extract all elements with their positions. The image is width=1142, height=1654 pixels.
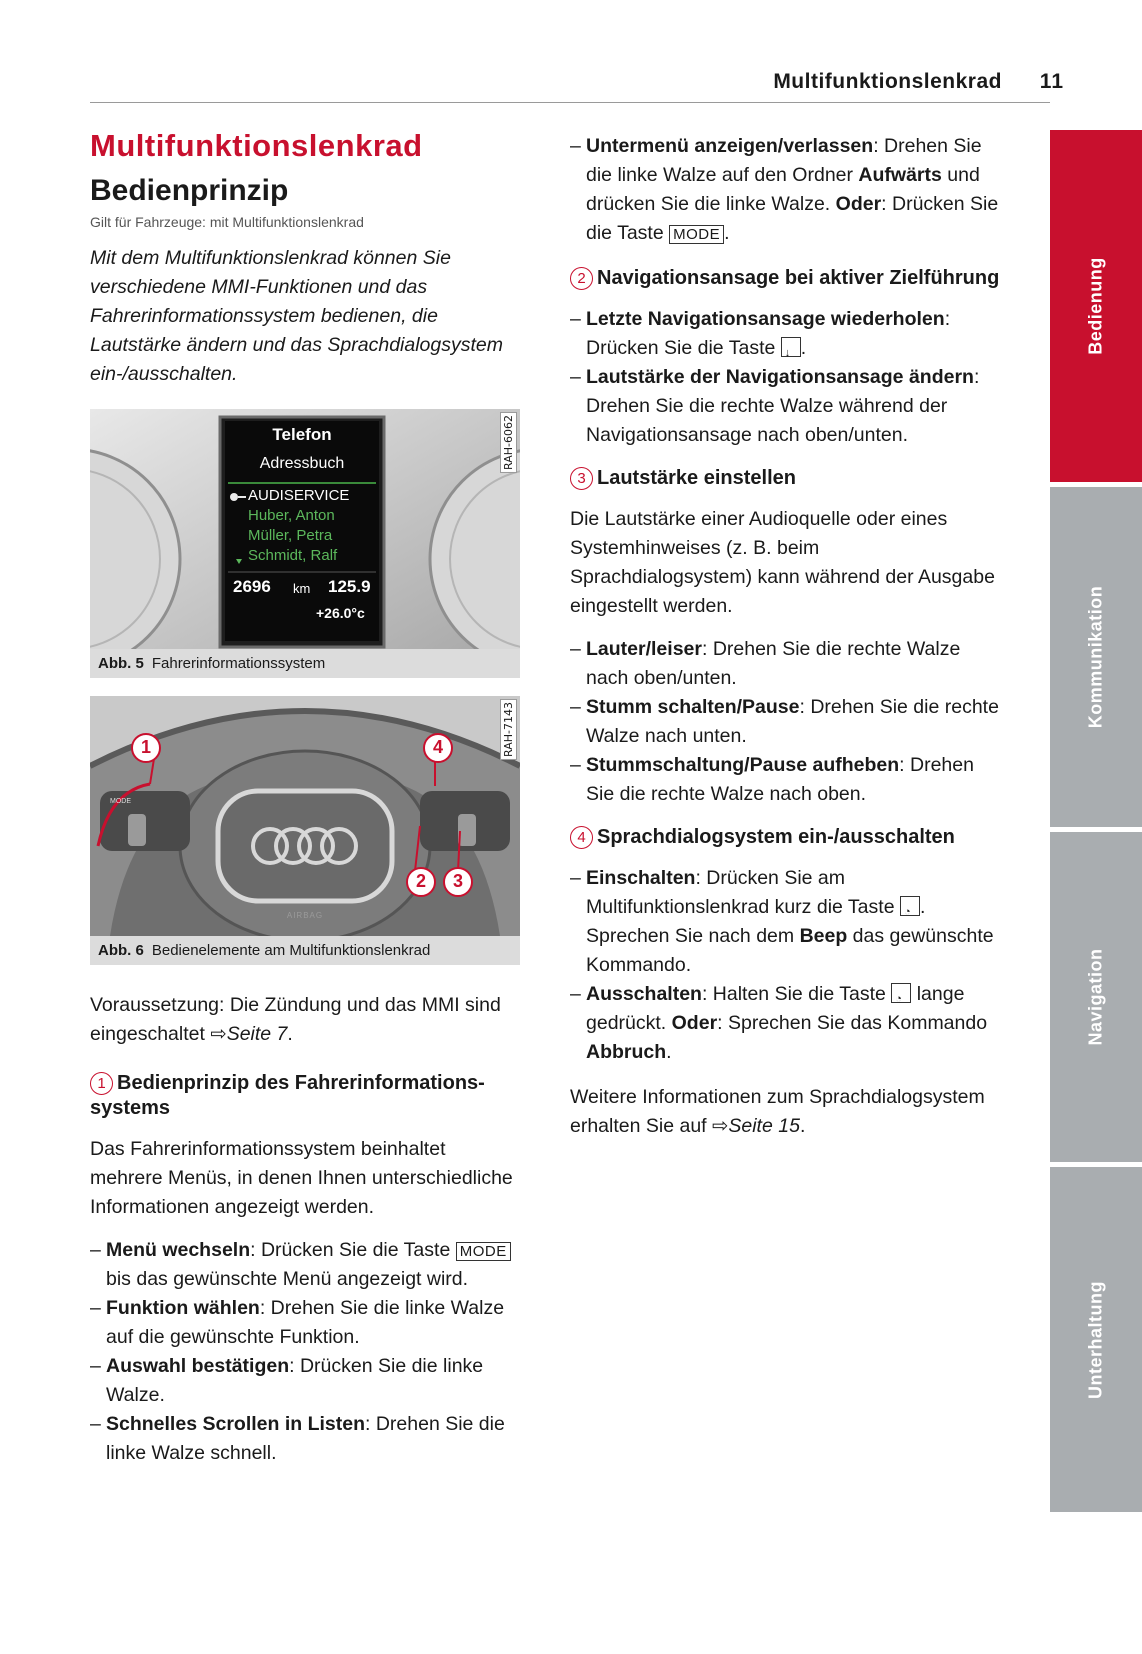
screen-trip: 125.9: [328, 577, 371, 596]
intro-text: Mit dem Multifunktionslenkrad können Sie verschiedene MMI-Funktionen und das Fahrerinformationssystem bedienen, die Lautstärke ändern und das Sprachdialogsystem ein-/ausschalten.: [90, 247, 504, 385]
callout-4: 4: [432, 737, 443, 757]
section-subtitle: Bedienprinzip: [90, 174, 289, 207]
list-item: – Ausschalten: Halten Sie die Taste ◔ lange gedrückt. Oder: Sprechen Sie das Kommando Abbruch.: [570, 980, 1000, 1067]
section-heading-3: 3 Lautstärke einstellen: [570, 466, 1000, 491]
mode-button-label: MODE: [110, 798, 131, 805]
mode-key: MODE: [669, 225, 724, 244]
list-item: – Stumm schalten/Pause: Drehen Sie die rechte Walze nach unten.: [570, 693, 1000, 751]
section-1-text: Das Fahrerinformationssystem beinhaltet mehrere Menüs, in denen Ihnen unterschiedliche Informationen angezeigt werden.: [90, 1138, 513, 1218]
instruction-list: [90, 1236, 520, 1468]
tab-navigation[interactable]: Navigation: [1050, 832, 1142, 1162]
list-item: – Einschalten: Drücken Sie am Multifunktionslenkrad kurz die Taste ◔ . Sprechen Sie nach dem Beep das gewünschte Kommando.: [570, 864, 1000, 980]
nav-repeat-icon: ↓: [781, 337, 801, 357]
list-item: – Lautstärke der Navigationsansage ändern: Drehen Sie die rechte Walze während der Navigationsansage nach oben/unten.: [570, 363, 1000, 450]
airbag-label: AIRBAG: [286, 911, 324, 920]
page-reference[interactable]: Seite 7: [226, 1023, 288, 1045]
callout-number: 3: [570, 467, 593, 490]
voice-control-icon: ◔: [900, 896, 920, 916]
section-heading-1: 1 Bedienprinzip des Fahrerinformationssystems: [90, 1072, 485, 1119]
figure-5: [90, 409, 520, 678]
figure-code: RAH-7143: [500, 699, 517, 760]
arrow-right-icon: ⇨: [210, 1023, 227, 1045]
figure-number: Abb. 6: [98, 942, 144, 959]
tab-bedienung[interactable]: Bedienung: [1050, 130, 1142, 482]
section-heading-2: 2 Navigationsansage bei aktiver Zielführung: [570, 266, 1000, 291]
list-item: – Untermenü anzeigen/verlassen: Drehen Sie die linke Walze auf den Ordner Aufwärts und drücken Sie die linke Walze. Oder: Drücken Sie die Taste MODE .: [570, 132, 1000, 248]
screen-entry: Schmidt, Ralf: [248, 547, 338, 564]
section-3-text: Die Lautstärke einer Audioquelle oder eines Systemhinweises (z. B. beim Sprachdialogsystem) kann während der Ausgabe eingestellt werden.: [570, 508, 995, 617]
running-header-title: Multifunktionslenkrad: [773, 70, 1002, 93]
section-heading-4: 4 Sprachdialogsystem ein-/ausschalten: [570, 825, 1000, 850]
header-rule: [90, 102, 1050, 103]
screen-odometer-unit: km: [293, 581, 311, 596]
prerequisite: Voraussetzung: Die Zündung und das MMI sind eingeschaltet ⇨Seite 7.: [90, 994, 501, 1045]
figure-caption: [90, 649, 520, 678]
section-title: Multifunktionslenkrad: [90, 128, 423, 163]
figure-6: [90, 696, 520, 965]
callout-2: 2: [415, 871, 426, 891]
screen-title: Telefon: [272, 425, 332, 444]
instruction-list: [570, 635, 1000, 809]
callout-number: 2: [570, 267, 593, 290]
more-info: Weitere Informationen zum Sprachdialogsystem erhalten Sie auf ⇨Seite 15.: [570, 1086, 985, 1137]
figure-number: Abb. 5: [98, 655, 144, 672]
left-column: [90, 128, 520, 1484]
list-item: – Stummschaltung/Pause aufheben: Drehen Sie die rechte Walze nach oben.: [570, 751, 1000, 809]
page-number: 11: [1039, 70, 1064, 93]
mode-key: MODE: [456, 1242, 511, 1261]
tab-kommunikation[interactable]: Kommunikation: [1050, 487, 1142, 827]
chapter-tabs: [1050, 130, 1142, 1535]
screen-entry: Müller, Petra: [248, 527, 333, 544]
list-item: – Lauter/leiser: Drehen Sie die rechte Walze nach oben/unten.: [570, 635, 1000, 693]
list-item: – Menü wechseln: Drücken Sie die Taste MODE bis das gewünschte Menü angezeigt wird.: [90, 1236, 520, 1294]
figure-caption-text: Bedienelemente am Multifunktionslenkrad: [151, 942, 431, 959]
steering-wheel-image: [90, 696, 520, 936]
voice-control-icon: ◔: [891, 983, 911, 1003]
figure-code: RAH-6062: [500, 412, 517, 473]
figure-caption-text: Fahrerinformationssystem: [151, 655, 326, 672]
callout-number: 4: [570, 826, 593, 849]
instruction-list: [570, 305, 1000, 450]
screen-temperature: +26.0°c: [316, 605, 365, 621]
arrow-right-icon: ⇨: [712, 1115, 729, 1137]
cluster-image: [90, 409, 520, 649]
list-item: – Funktion wählen: Drehen Sie die linke Walze auf die gewünschte Funktion.: [90, 1294, 520, 1352]
callout-number: 1: [90, 1072, 113, 1095]
list-item: – Letzte Navigationsansage wiederholen: Drücken Sie die Taste ↓ .: [570, 305, 1000, 363]
instruction-list: [570, 132, 1000, 248]
tab-unterhaltung[interactable]: Unterhaltung: [1050, 1167, 1142, 1512]
screen-entry-selected: AUDISERVICE: [248, 487, 350, 504]
screen-subtitle: Adressbuch: [259, 455, 345, 472]
instruction-list: [570, 864, 1000, 1067]
list-item: – Auswahl bestätigen: Drücken Sie die linke Walze.: [90, 1352, 520, 1410]
screen-entry: Huber, Anton: [248, 507, 335, 524]
callout-1: 1: [140, 737, 151, 757]
callout-3: 3: [452, 871, 463, 891]
applies-note: Gilt für Fahrzeuge: mit Multifunktionslenkrad: [90, 214, 364, 230]
list-item: – Schnelles Scrollen in Listen: Drehen Sie die linke Walze schnell.: [90, 1410, 520, 1468]
screen-odometer: 2696: [233, 577, 271, 596]
page-reference[interactable]: Seite 15: [728, 1115, 800, 1137]
figure-caption: [90, 936, 520, 965]
right-column: [570, 132, 1000, 1155]
